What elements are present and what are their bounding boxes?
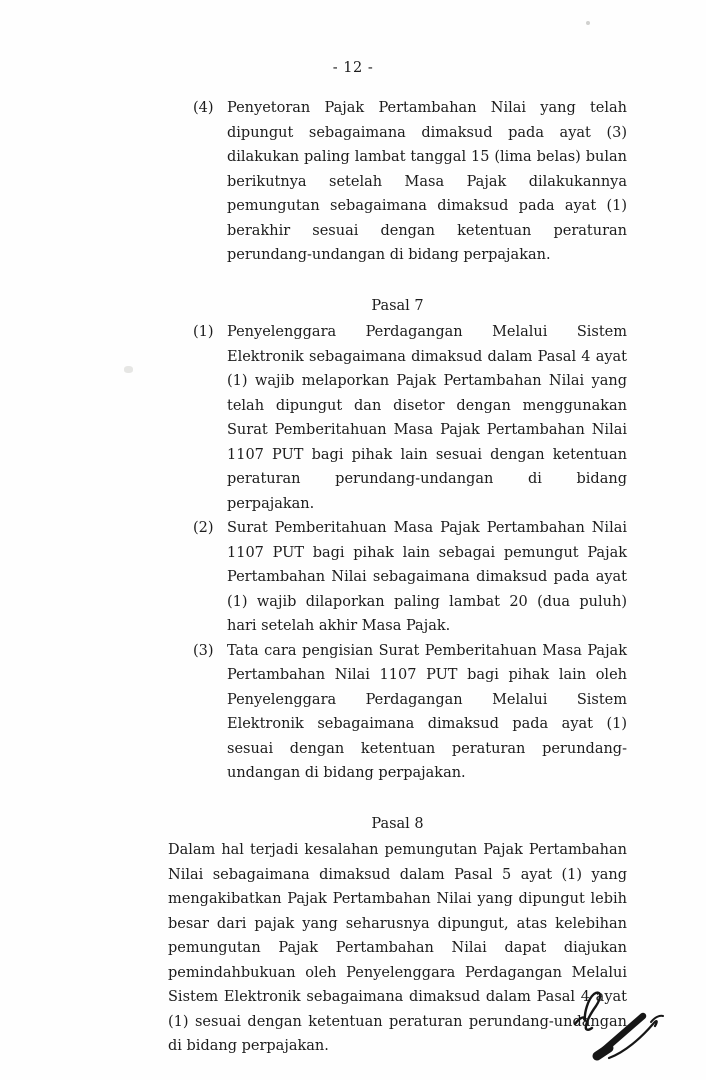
- pasal-7-ayat-3-marker: (3): [193, 642, 214, 659]
- pasal-7-ayat-2: [168, 516, 627, 639]
- signature-initials: [563, 982, 671, 1070]
- pasal-8-paragraph: Dalam hal terjadi kesalahan pemungutan Pajak Pertambahan Nilai sebagaimana dimaksud dalam Pasal 5 ayat (1) yang mengakibatkan Pajak Pertambahan Nilai yang dipungut lebih besar dari pajak yang seharusnya dipungut, atas kelebihan pemungutan Pajak Pertambahan Nilai dapat diajukan pemindahbukuan oleh Penyelenggara Perdagangan Melalui Sistem Elektronik sebagaimana dimaksud dalam Pasal 4 ayat (1) sesuai dengan ketentuan peraturan perundang-undangan di bidang perpajakan.: [168, 842, 627, 1054]
- ayat-4: [168, 96, 627, 268]
- ayat-4-marker: (4): [193, 100, 214, 116]
- scan-artifact-dot: [586, 21, 590, 25]
- scan-artifact-smudge: [124, 366, 133, 373]
- pasal-7-ayat-1-marker: (1): [193, 324, 214, 340]
- ayat-4-text: Penyetoran Pajak Pertambahan Nilai yang telah dipungut sebagaimana dimaksud pada ayat (3) dilakukan paling lambat tanggal 15 (lima belas) bulan berikutnya setelah Masa Pajak dilakukannya pemungutan sebagaimana dimaksud pada ayat (1) berakhir sesuai dengan ketentuan peraturan perundang-undangan di bidang perpajakan.: [227, 100, 627, 263]
- pasal-7-ayat-1-text: Penyelenggara Perdagangan Melalui Sistem Elektronik sebagaimana dimaksud dalam Pasal 4 ayat (1) wajib melaporkan Pajak Pertambahan Nilai yang telah dipungut dan disetor dengan menggunakan Surat Pemberitahuan Masa Pajak Pertambahan Nilai 1107 PUT bagi pihak lain sesuai dengan ketentuan peraturan perundang-undangan di bidang perpajakan.: [227, 324, 627, 512]
- pasal-7-ayat-1: [168, 320, 627, 516]
- pasal-8-heading: Pasal 8: [371, 815, 424, 832]
- page-number: - 12 -: [332, 60, 374, 76]
- pasal-7-ayat-2-marker: (2): [193, 520, 214, 536]
- pasal-7-ayat-2-text: Surat Pemberitahuan Masa Pajak Pertambahan Nilai 1107 PUT bagi pihak lain sebagai pemungut Pajak Pertambahan Nilai sebagaimana dimaksud pada ayat (1) wajib dilaporkan paling lambat 20 (dua puluh) hari setelah akhir Masa Pajak.: [227, 520, 627, 634]
- pasal-7-heading: Pasal 7: [371, 297, 424, 314]
- document-body: [168, 96, 627, 1059]
- pasal-7-ayat-3: [168, 639, 627, 786]
- pasal-7-ayat-3-text: Tata cara pengisian Surat Pemberitahuan Masa Pajak Pertambahan Nilai 1107 PUT bagi pihak lain oleh Penyelenggara Perdagangan Melalui Sistem Elektronik sebagaimana dimaksud pada ayat (1) sesuai dengan ketentuan peraturan perundang-undangan di bidang perpajakan.: [227, 642, 627, 781]
